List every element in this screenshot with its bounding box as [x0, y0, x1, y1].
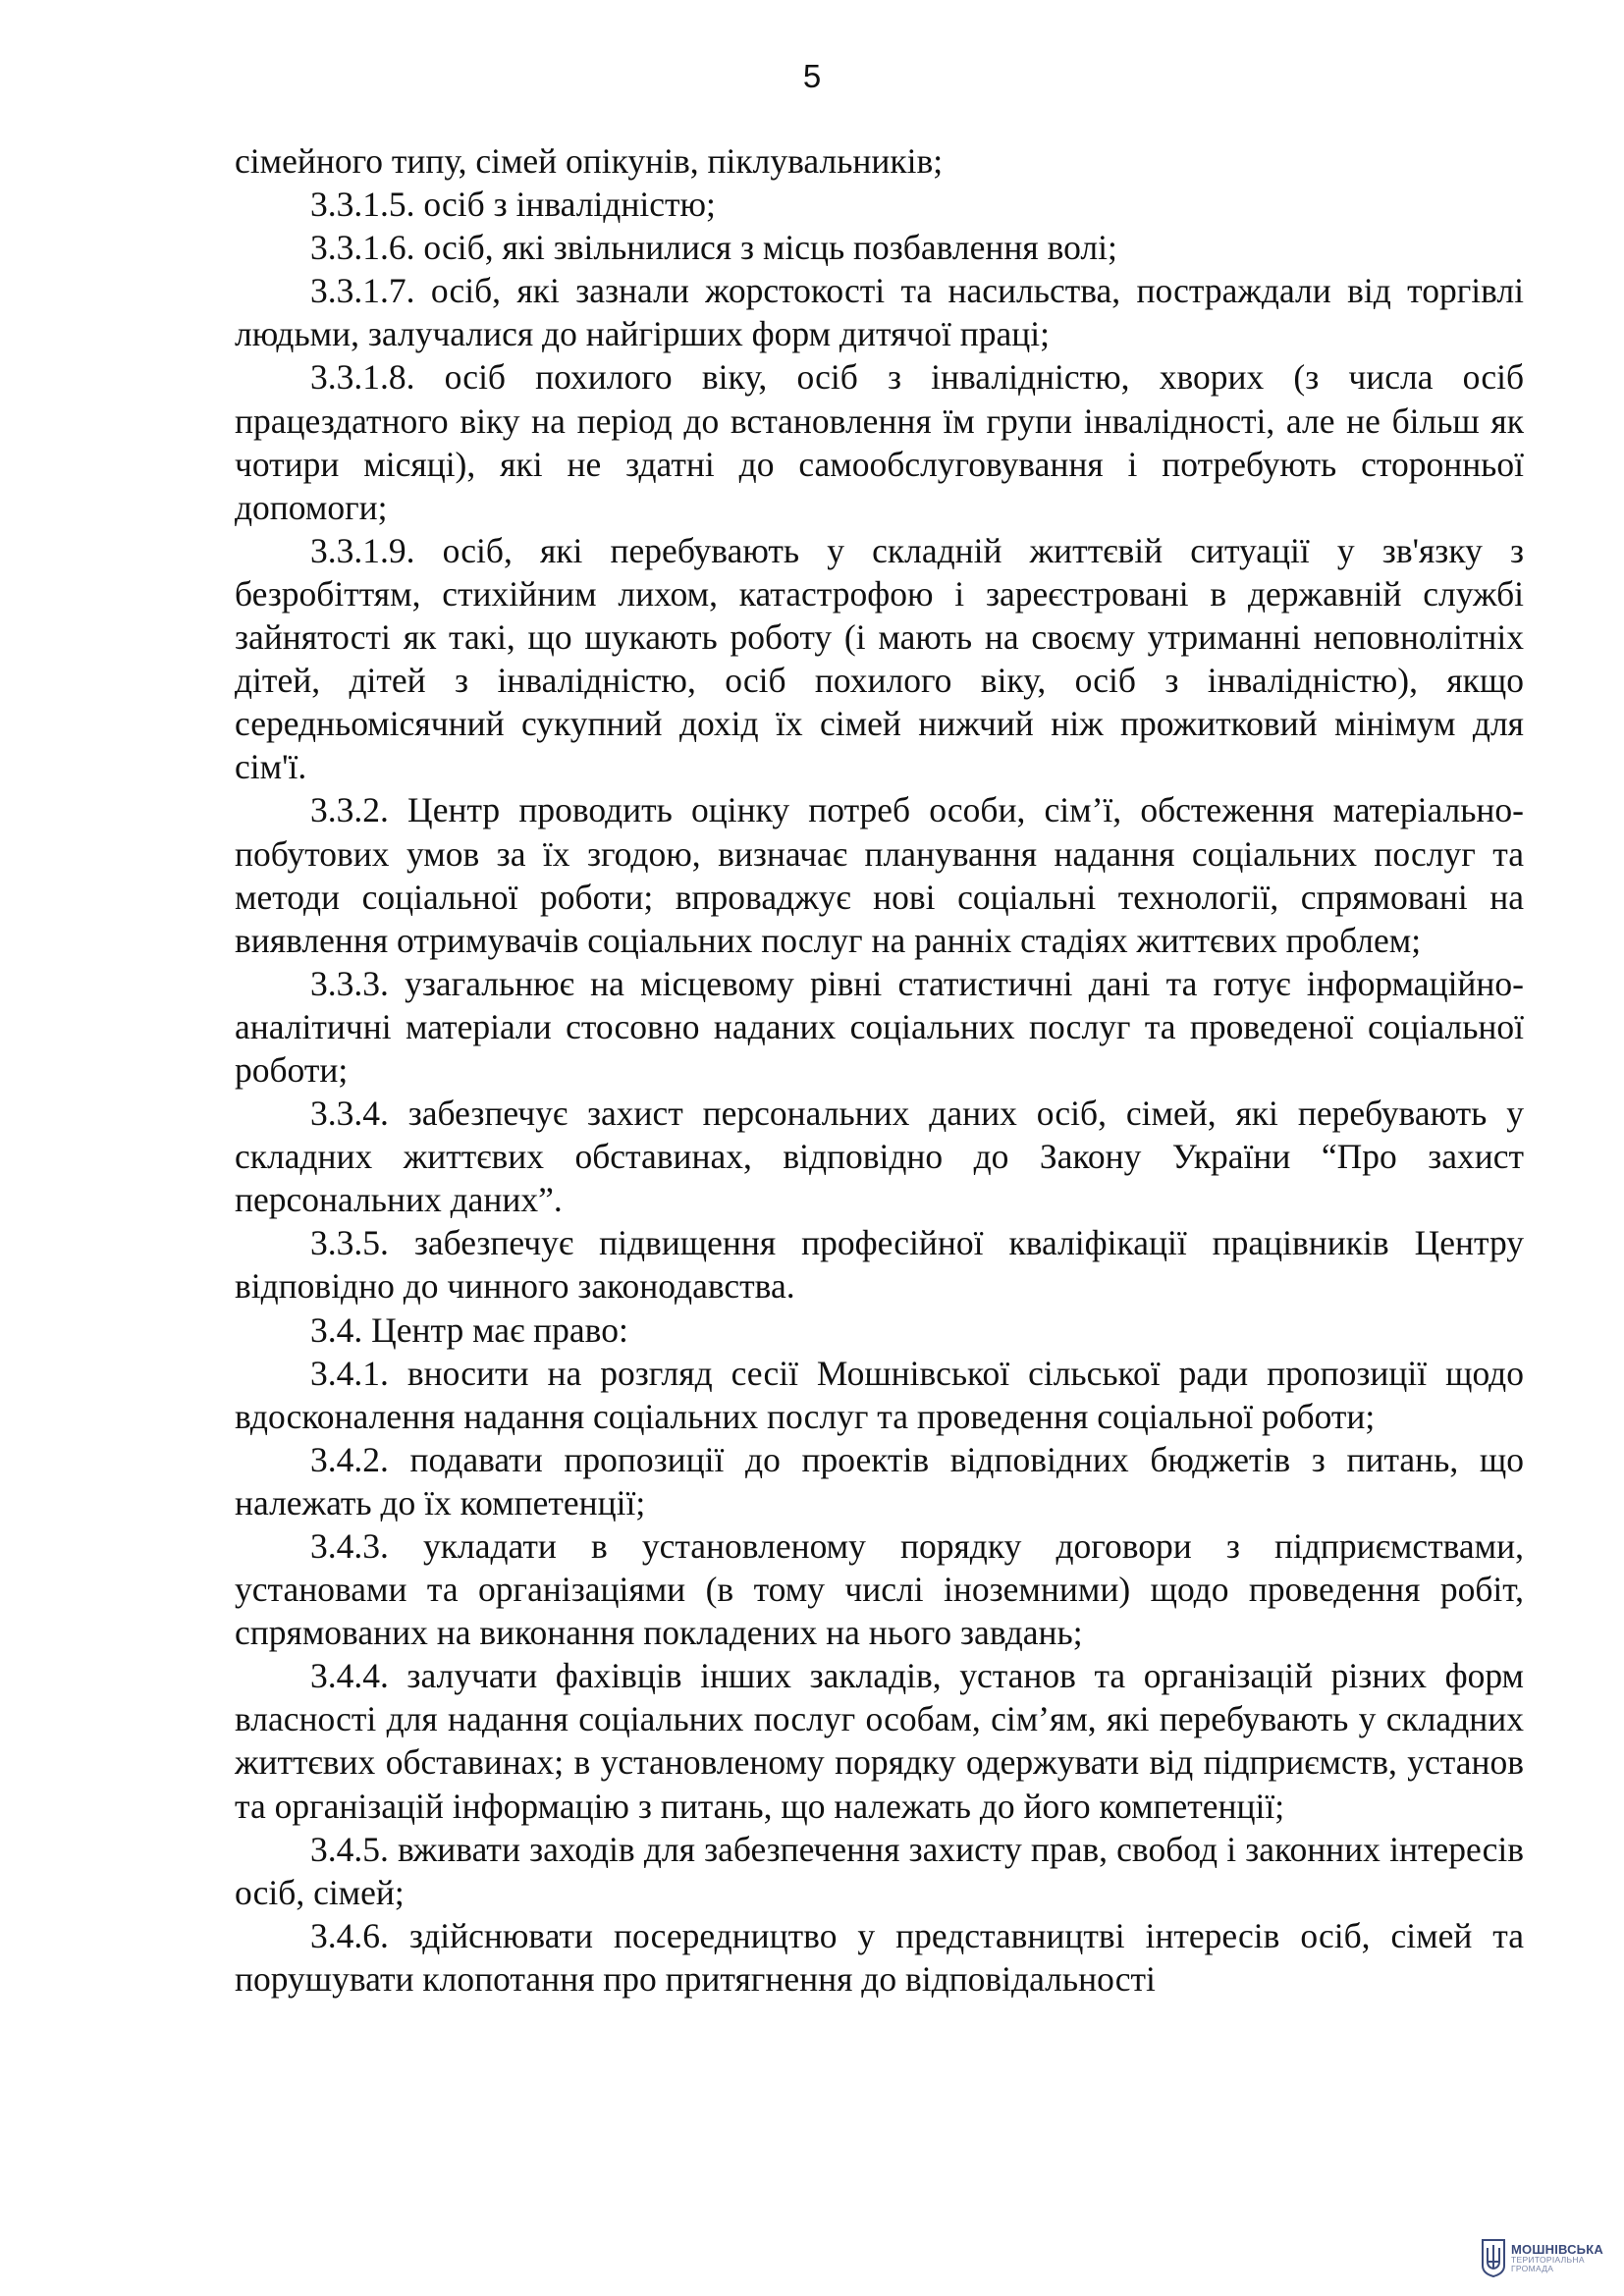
paragraph: 3.4. Центр має право: [310, 1309, 628, 1350]
paragraph: 3.3.1.8. осіб похилого віку, осіб з інвалідністю, хворих (з числа осіб працездатного віку на період до встановлення їм групи інвалідності, але не більш як чотири місяці), які не здатні до самообслуговування і потребують сторонньої допомоги; [235, 357, 1524, 527]
paragraph: 3.4.6. здійснювати посередництво у представництві інтересів осіб, сімей та порушувати клопотання про притягнення до відповідальності [235, 1915, 1524, 1999]
logo-subtitle-2: ГРОМАДА [1511, 2263, 1554, 2273]
paragraph: 3.4.4. залучати фахівців інших закладів, установ та організацій різних форм власності для надання соціальних послуг особам, сім’ям, які перебувають у складних життєвих обставинах; в установленому порядку одержувати від підприємств, установ та організацій інформацію з питань, що належать до його компетенції; [235, 1656, 1524, 1826]
paragraph: 3.3.1.7. осіб, які зазнали жорстокості та насильства, постраждали від торгівлі людьми, залучалися до найгірших форм дитячої праці; [235, 271, 1524, 354]
community-logo [1481, 2233, 1616, 2282]
logo-title: МОШНІВСЬКА [1511, 2242, 1603, 2257]
page-number: 5 [802, 58, 822, 94]
paragraph: 3.4.5. вживати заходів для забезпечення захисту прав, свобод і законних інтересів осіб, сімей; [235, 1829, 1524, 1912]
paragraph: сімейного типу, сімей опікунів, піклувальників; [235, 141, 944, 181]
paragraph: 3.3.1.5. осіб з інвалідністю; [310, 185, 716, 225]
paragraph: 3.3.1.9. осіб, які перебувають у складній життєвій ситуації у зв'язку з безробіттям, стихійним лихом, катастрофою і зареєстровані в державній службі зайнятості як такі, що шукають роботу (і мають на своєму утриманні неповнолітніх дітей, дітей з інвалідністю, осіб похилого віку, осіб з інвалідністю), якщо середньомісячний сукупний дохід їх сімей нижчий ніж прожитковий мінімум для сім'ї. [235, 530, 1524, 787]
paragraph: 3.3.1.6. осіб, які звільнилися з місць позбавлення волі; [310, 228, 1117, 268]
paragraph: 3.3.4. забезпечує захист персональних даних осіб, сімей, які перебувають у складних життєвих обставинах, відповідно до Закону України “Про захист персональних даних”. [235, 1094, 1524, 1220]
paragraph: 3.3.5. забезпечує підвищення професійної кваліфікації працівників Центру відповідно до чинного законодавства. [235, 1223, 1524, 1307]
paragraph: 3.3.3. узагальнює на місцевому рівні статистичні дані та готує інформаційно-аналітичні матеріали стосовно наданих соціальних послуг та проведеної соціальної роботи; [235, 963, 1524, 1090]
paragraph: 3.4.2. подавати пропозиції до проектів відповідних бюджетів з питань, що належать до їх компетенції; [235, 1439, 1524, 1522]
paragraph: 3.4.3. укладати в установленому порядку договори з підприємствами, установами та організаціями (в тому числі іноземними) щодо проведення робіт, спрямованих на виконання покладених на нього завдань; [235, 1526, 1524, 1653]
trident-emblem-icon [1481, 2238, 1506, 2277]
document-body [235, 139, 1524, 2001]
paragraph: 3.4.1. вносити на розгляд сесії Мошнівської сільської ради пропозиції щодо вдосконалення надання соціальних послуг та проведення соціальної роботи; [235, 1353, 1524, 1436]
paragraph: 3.3.2. Центр проводить оцінку потреб особи, сім’ї, обстеження матеріально-побутових умов за їх згодою, визначає планування надання соціальних послуг та методи соціальної роботи; впроваджує нові соціальні технології, спрямовані на виявлення отримувачів соціальних послуг на ранніх стадіях життєвих проблем; [235, 790, 1524, 960]
logo-subtitle: ТЕРИТОРІАЛЬНА [1511, 2255, 1585, 2265]
